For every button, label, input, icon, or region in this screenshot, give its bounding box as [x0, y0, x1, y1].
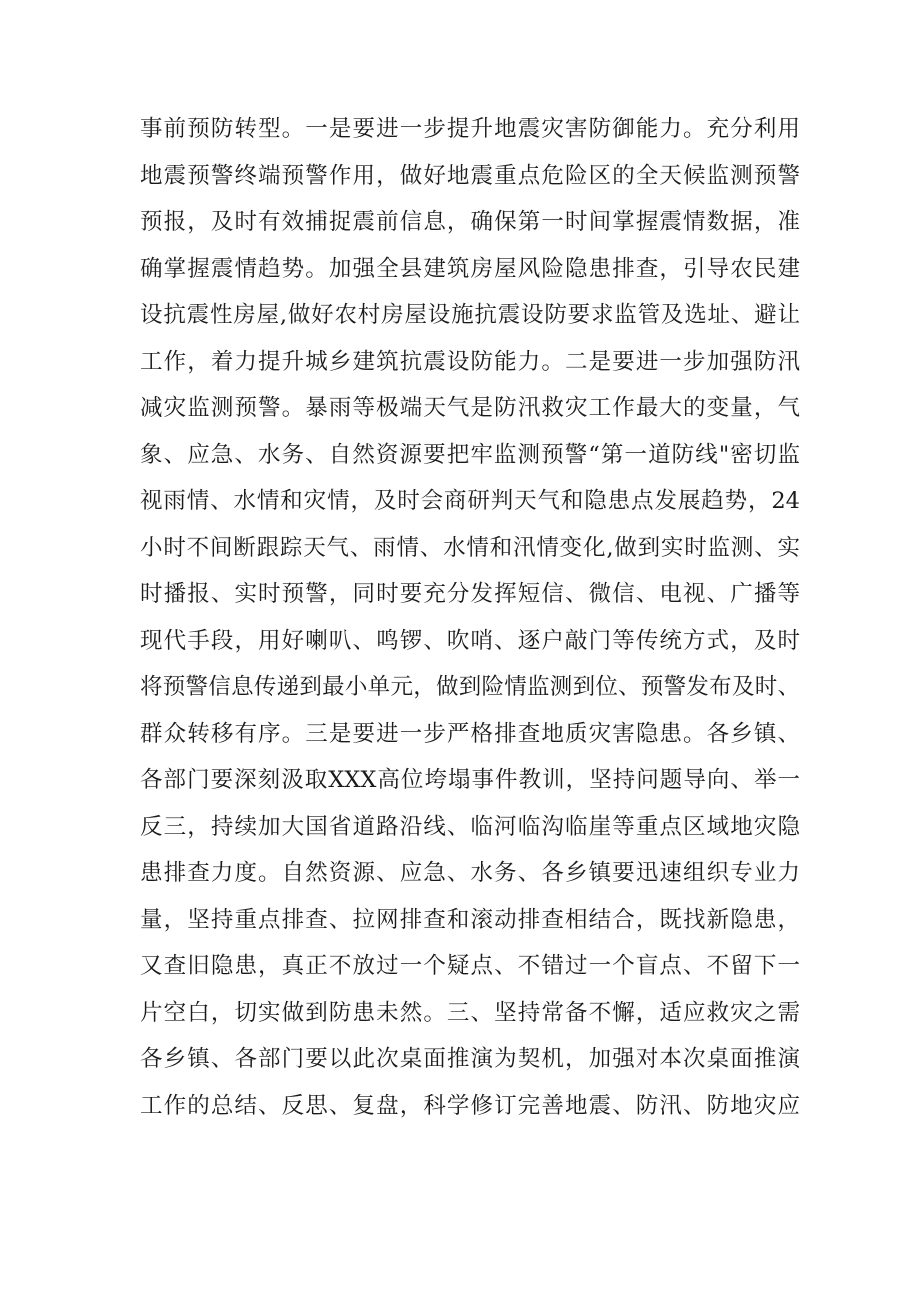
text-line: 群众转移有序。三是要进一步严格排查地质灾害隐患。各乡镇、 [140, 720, 800, 747]
text-line: 事前预防转型。一是要进一步提升地震灾害防御能力。充分利用 [140, 116, 800, 142]
text-line: 设抗震性房屋,做好农村房屋设施抗震设防要求监管及选址、避让 [140, 302, 800, 328]
text-line: 各乡镇、各部门要以此次桌面推演为契机，加强对本次桌面推演 [140, 1046, 800, 1072]
text-line: 又查旧隐患，真正不放过一个疑点、不错过一个盲点、不留下一 [140, 953, 800, 979]
body-text [140, 106, 800, 1129]
text-line: 时播报、实时预警，同时要充分发挥短信、微信、电视、广播等 [140, 581, 800, 607]
text-line: 各部门要深刻汲取XXX高位垮塌事件教训，坚持问题导向、举一 [140, 767, 800, 793]
text-line: 象、应急、水务、自然资源要把牢监测预警“第一道防线"密切监 [140, 441, 800, 468]
text-line: 量，坚持重点排查、拉网排查和滚动排查相结合，既找新隐患， [140, 906, 800, 933]
text-line: 确掌握震情趋势。加强全县建筑房屋风险隐患排查，引导农民建 [140, 255, 800, 282]
text-line: 反三，持续加大国省道路沿线、临河临沟临崖等重点区域地灾隐 [140, 813, 800, 840]
text-line: 视雨情、水情和灾情，及时会商研判天气和隐患点发展趋势，24 [140, 488, 800, 514]
text-line: 小时不间断跟踪天气、雨情、水情和汛情变化,做到实时监测、实 [140, 534, 800, 561]
text-line: 工作的总结、反思、复盘，科学修订完善地震、防汛、防地灾应 [140, 1092, 800, 1119]
text-line: 预报，及时有效捕捉震前信息，确保第一时间掌握震情数据，准 [140, 209, 800, 235]
text-line: 现代手段，用好喇叭、鸣锣、吹哨、逐户敲门等传统方式，及时 [140, 627, 800, 654]
text-line: 片空白，切实做到防患未然。三、坚持常备不懈，适应救灾之需 [140, 999, 800, 1026]
text-line: 工作，着力提升城乡建筑抗震设防能力。二是要进一步加强防汛 [140, 348, 800, 375]
text-line: 地震预警终端预警作用，做好地震重点危险区的全天候监测预警 [140, 162, 800, 189]
text-line: 减灾监测预警。暴雨等极端天气是防汛救灾工作最大的变量，气 [140, 395, 800, 421]
text-line: 将预警信息传递到最小单元，做到险情监测到位、预警发布及时、 [140, 674, 800, 700]
text-line: 患排查力度。自然资源、应急、水务、各乡镇要迅速组织专业力 [140, 860, 800, 886]
